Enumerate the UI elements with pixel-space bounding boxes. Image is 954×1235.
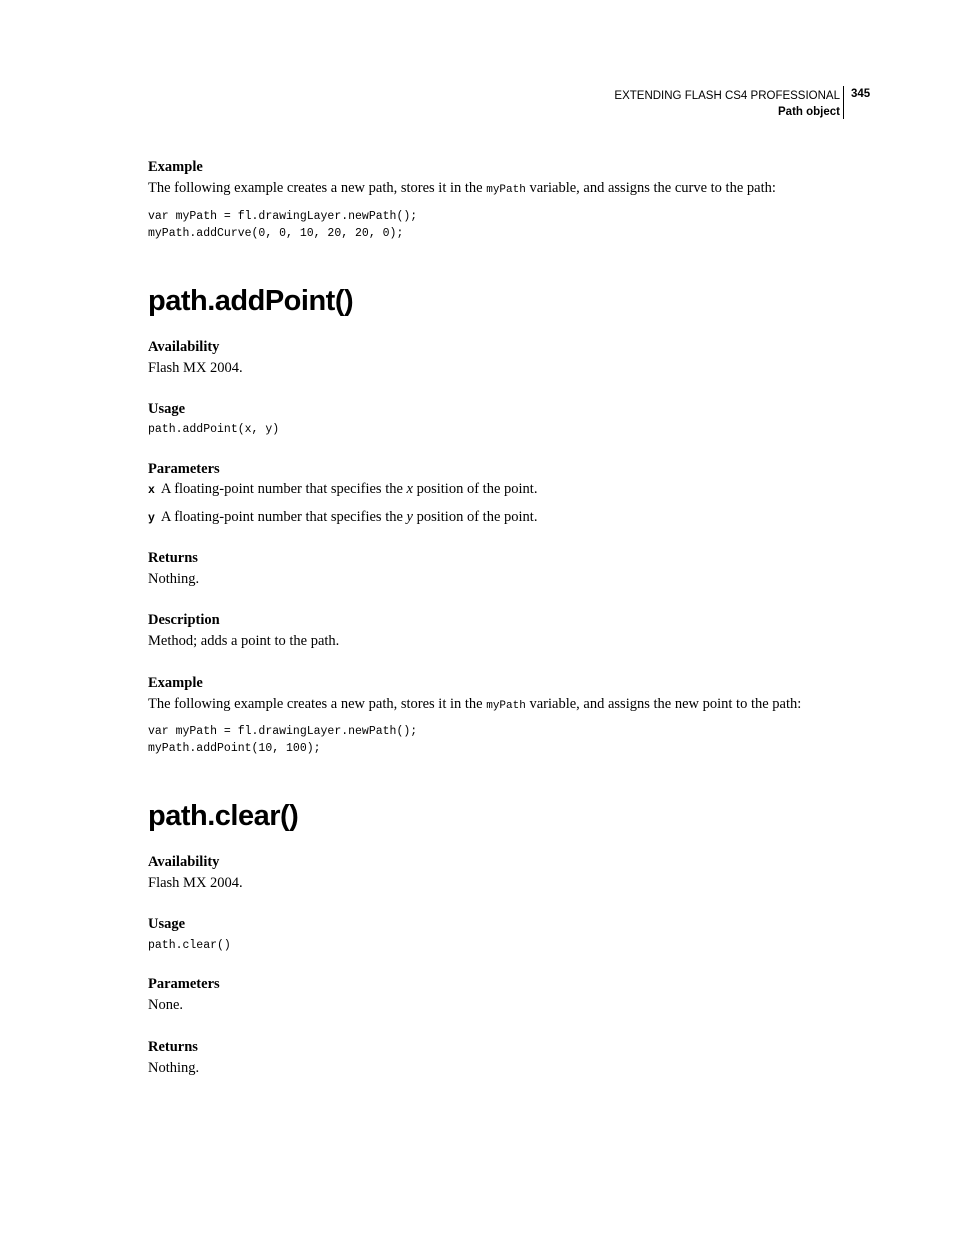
method-heading: path.clear() bbox=[148, 800, 299, 832]
inline-code: myPath bbox=[486, 184, 526, 196]
returns-text: Nothing. bbox=[148, 1060, 200, 1076]
parameter-italic: x bbox=[406, 481, 413, 497]
code-line: myPath.addPoint(10, 100); bbox=[148, 742, 321, 755]
code-line: myPath.addCurve(0, 0, 10, 20, 20, 0); bbox=[148, 227, 404, 240]
usage-code: path.addPoint(x, y) bbox=[148, 423, 280, 436]
description-label: Description bbox=[148, 612, 220, 628]
description-text: Method; adds a point to the path. bbox=[148, 633, 340, 649]
example-text-before: The following example creates a new path, stores it in the bbox=[148, 696, 487, 712]
availability-text: Flash MX 2004. bbox=[148, 360, 243, 376]
example-text-after: variable, and assigns the curve to the path: bbox=[525, 180, 776, 196]
parameter-text: A floating-point number that specifies the bbox=[160, 509, 407, 525]
parameter-text: position of the point. bbox=[412, 509, 538, 525]
inline-code: myPath bbox=[486, 700, 526, 712]
returns-label: Returns bbox=[148, 550, 198, 566]
page-header bbox=[0, 86, 954, 122]
parameter-text: position of the point. bbox=[412, 481, 538, 497]
parameters-text: None. bbox=[148, 997, 184, 1013]
running-header bbox=[614, 88, 840, 120]
example-text-after: variable, and assigns the new point to the path: bbox=[525, 696, 802, 712]
availability-label: Availability bbox=[148, 854, 220, 870]
example-text-before: The following example creates a new path, stores it in the bbox=[148, 180, 487, 196]
availability-text: Flash MX 2004. bbox=[148, 875, 243, 891]
parameter-name: x bbox=[148, 484, 155, 497]
book-title: EXTENDING FLASH CS4 PROFESSIONAL bbox=[614, 90, 840, 102]
parameter-text: A floating-point number that specifies the bbox=[160, 481, 407, 497]
example-label: Example bbox=[148, 159, 203, 175]
returns-text: Nothing. bbox=[148, 571, 200, 587]
parameter-item bbox=[148, 480, 537, 500]
usage-label: Usage bbox=[148, 401, 186, 417]
availability-label: Availability bbox=[148, 339, 220, 355]
usage-code: path.clear() bbox=[148, 939, 231, 952]
example-text bbox=[148, 179, 776, 199]
parameter-italic: y bbox=[406, 509, 413, 525]
code-line: var myPath = fl.drawingLayer.newPath(); bbox=[148, 210, 418, 223]
method-heading: path.addPoint() bbox=[148, 285, 354, 317]
parameter-name: y bbox=[148, 512, 155, 525]
parameters-label: Parameters bbox=[148, 976, 220, 992]
example-label: Example bbox=[148, 675, 203, 691]
section-title: Path object bbox=[778, 106, 840, 118]
code-line: var myPath = fl.drawingLayer.newPath(); bbox=[148, 725, 418, 738]
parameters-label: Parameters bbox=[148, 461, 220, 477]
example-text bbox=[148, 695, 801, 715]
page-number: 345 bbox=[851, 88, 871, 100]
returns-label: Returns bbox=[148, 1039, 198, 1055]
parameter-item bbox=[148, 508, 537, 528]
usage-label: Usage bbox=[148, 916, 186, 932]
header-divider bbox=[843, 86, 844, 119]
